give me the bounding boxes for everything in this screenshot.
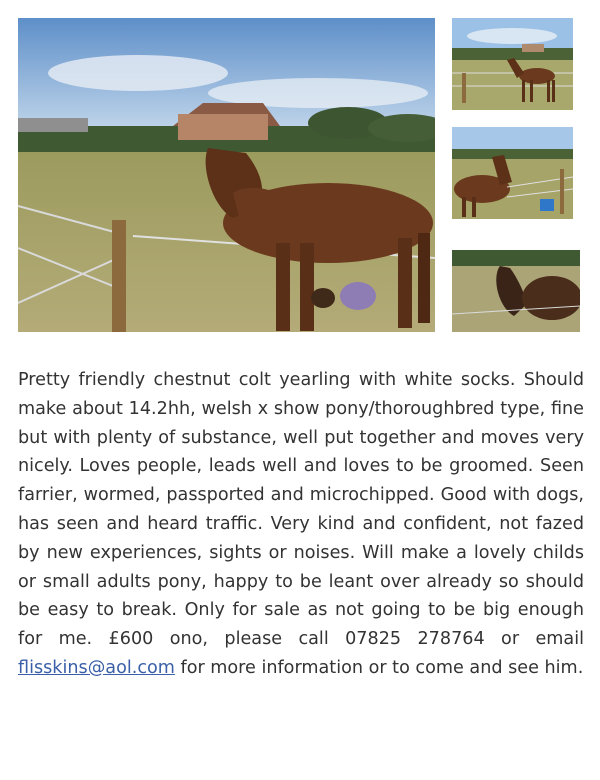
horse-standing-thumbnail [452, 18, 573, 110]
ad-description [18, 366, 584, 683]
horse-at-fence-thumbnail [452, 127, 573, 219]
description-text-end: for more information or to come and see him. [174, 657, 584, 678]
email-link[interactable]: flisskins@aol.com [18, 657, 175, 678]
horse-head-thumbnail [452, 236, 580, 332]
description-text: Pretty friendly chestnut colt yearling with white socks. Should make about 14.2hh, welsh x show pony/thoroughbred type, fine but with plenty of substance, well put together and moves very nicely. Loves people, leads well and loves to be groomed. Seen farrier, wormed, passported and microchipped. Good with dogs, has seen and heard traffic. Very kind and confident, not fazed by new experiences, sights or noises. Will make a lovely childs or small adults pony, happy to be leant over already so should be easy to break. Only for sale as not going to be big enough for me. £600 ono, please call 07825 278764 or email [18, 370, 584, 650]
main-horse-photo [18, 18, 435, 332]
horse-thumbnail-3 [452, 236, 580, 332]
horse-thumbnail-2 [452, 127, 573, 219]
horse-thumbnail-1 [452, 18, 573, 110]
horse-in-paddock-photo [18, 18, 435, 332]
